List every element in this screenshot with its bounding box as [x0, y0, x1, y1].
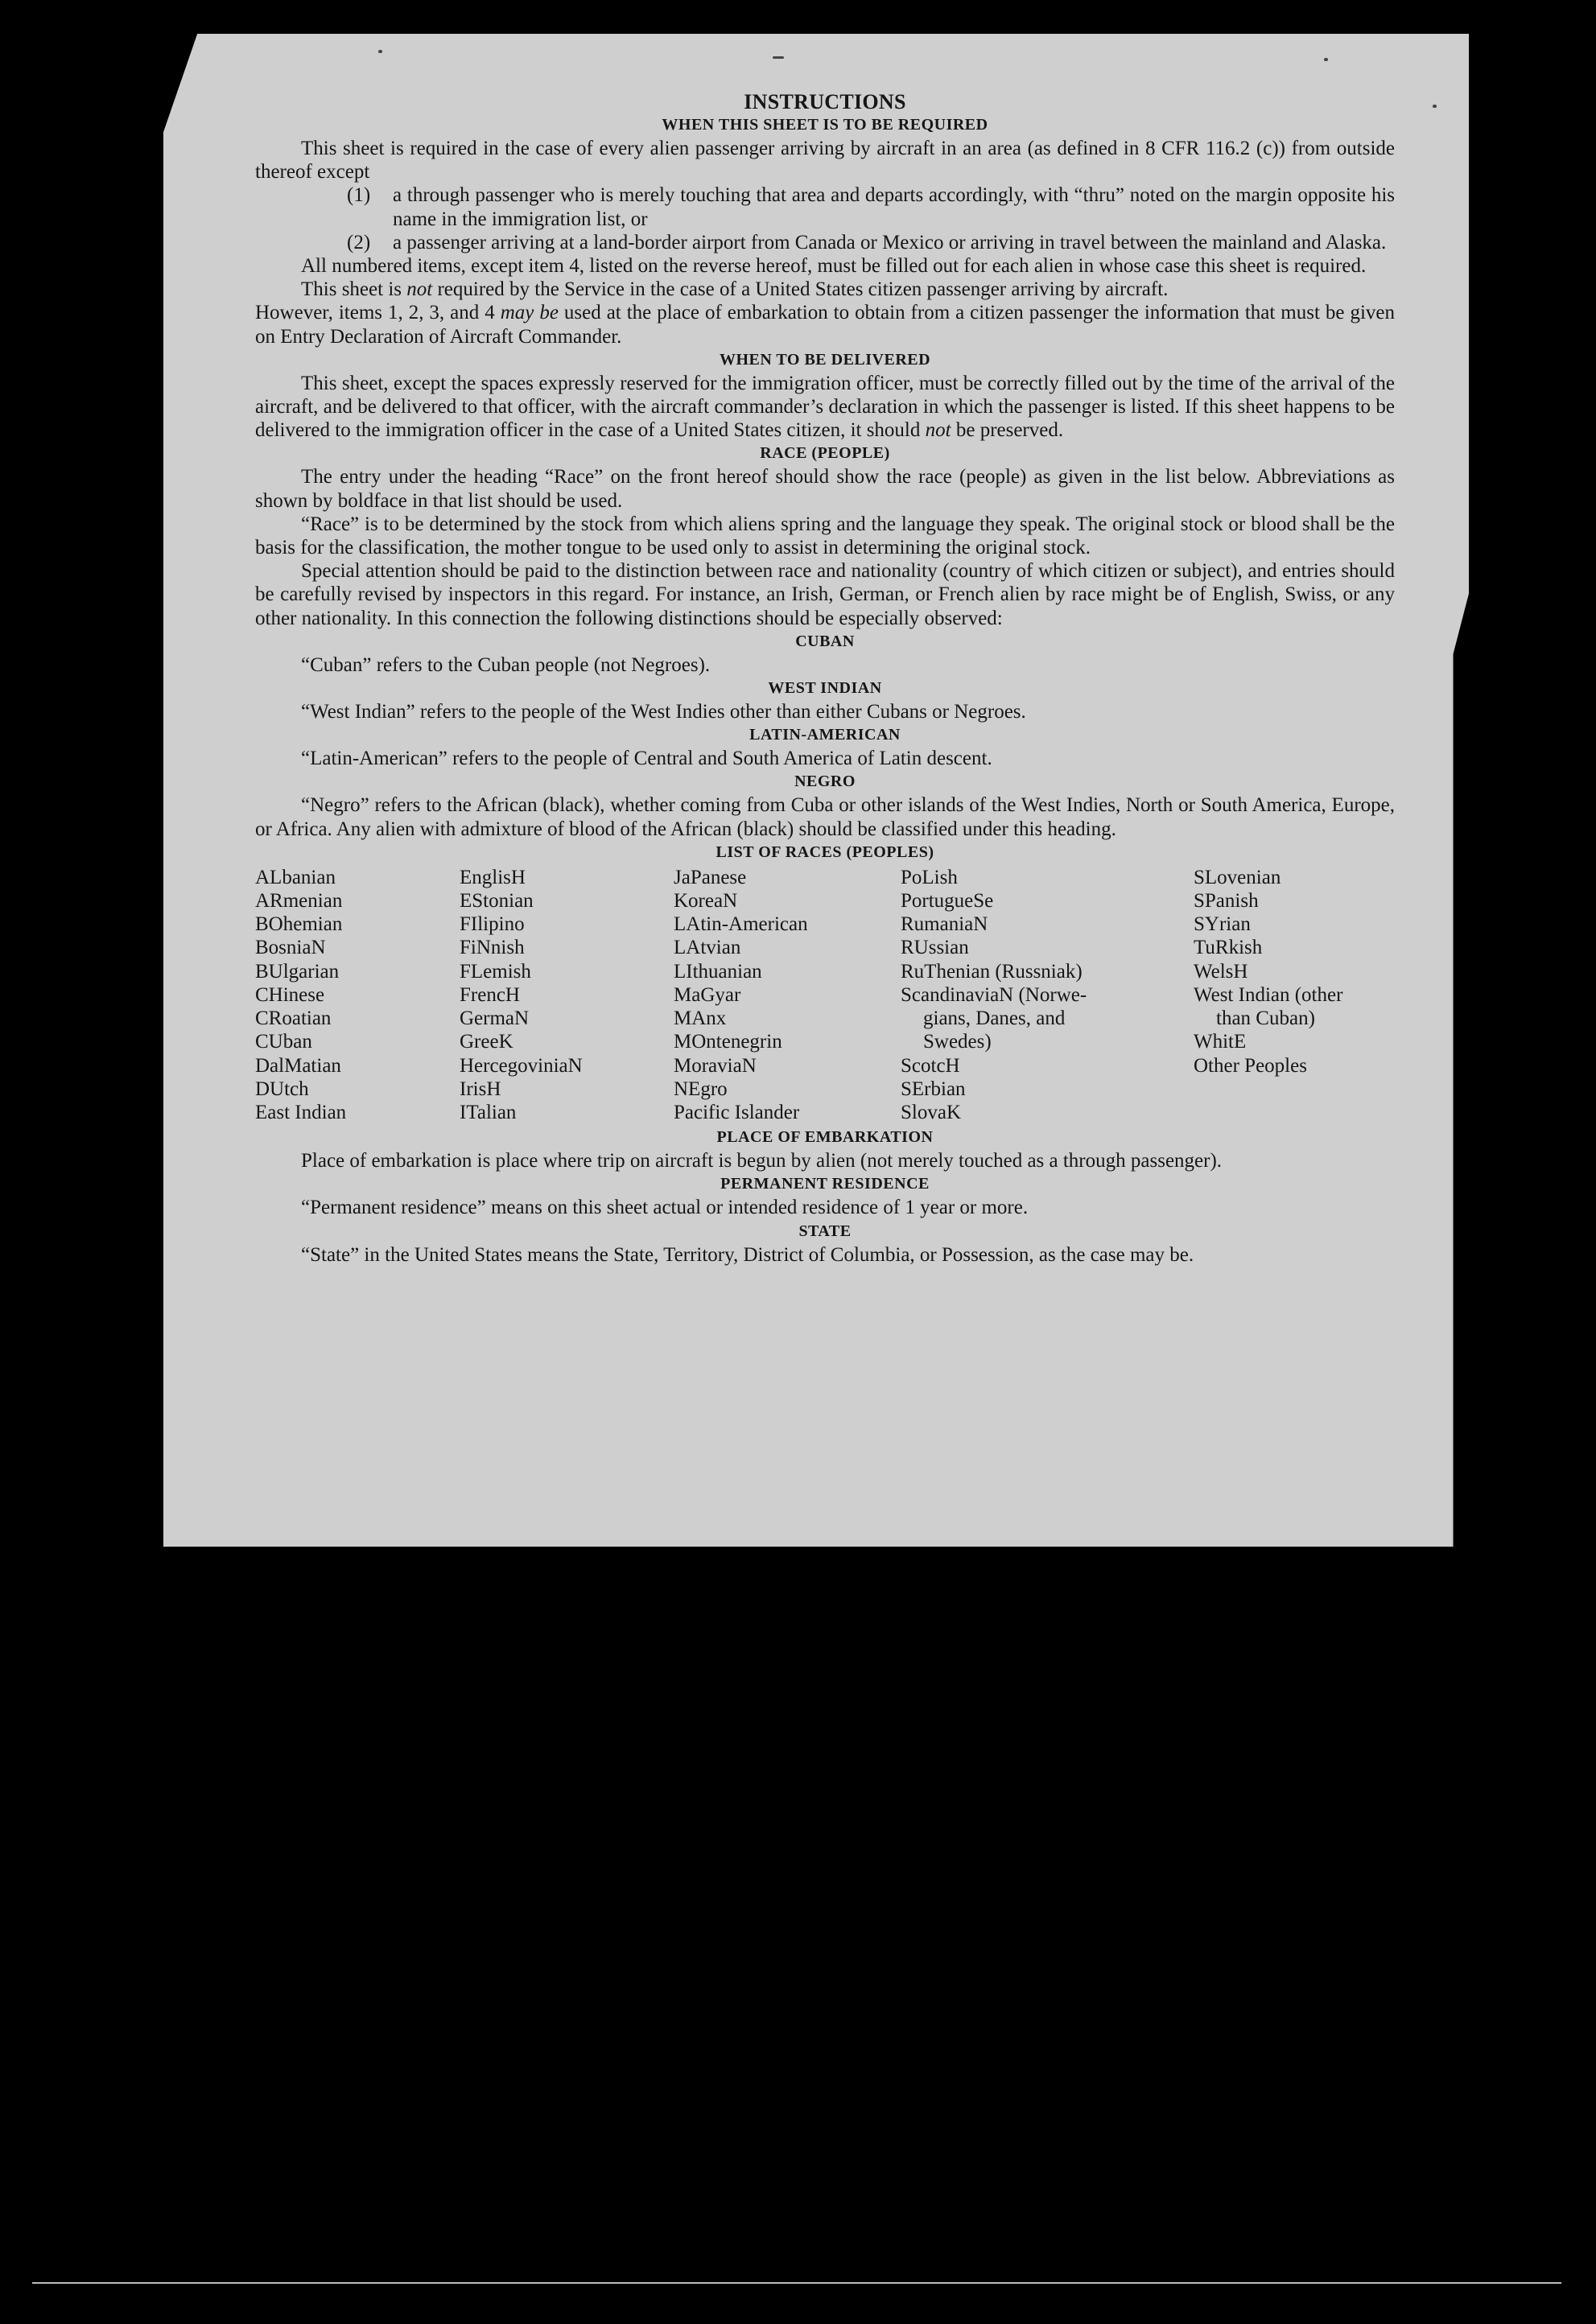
scan-speck [1324, 58, 1328, 61]
scan-speck [378, 50, 382, 53]
list-item: (2) a passenger arriving at a land-border airport from Canada or Mexico or arriving in travel between the mainland and Alaska. [347, 231, 1387, 253]
race-item: gians, Danes, and [923, 1007, 1066, 1030]
races-column [901, 866, 1194, 1124]
race-item: SlovaK [901, 1101, 961, 1123]
race-item: ALbanian [255, 866, 336, 888]
paragraph: However, items 1, 2, 3, and 4 may be used at the place of embarkation to obtain from a citizen passenger the information that must be given on Entry Declaration of Aircraft Commander. [255, 302, 1396, 348]
race-item: NEgro [674, 1078, 728, 1100]
races-column [460, 866, 674, 1124]
race-item: DalMatian [255, 1054, 341, 1077]
race-item: FIlipino [460, 913, 525, 936]
paragraph: Special attention should be paid to the distinction between race and nationality (country of which citizen or subject), and entries should be carefully revised by inspectors in this regard. For instance, an Irish, German, or French alien by race might be of English, Swiss, or any other nationality. In this connection the following distinctions should be especially observed: [255, 560, 1395, 629]
race-item: CHinese [255, 983, 325, 1006]
section-heading-state: STATE [798, 1222, 852, 1240]
races-column [255, 866, 460, 1124]
race-item: ARmenian [255, 890, 343, 913]
instructions-content [255, 90, 1395, 1267]
race-item: ScotcH [901, 1054, 960, 1077]
race-item: SLovenian [1194, 866, 1281, 888]
paragraph: All numbered items, except item 4, listed on the reverse hereof, must be filled out for each alien in whose case this sheet is required. [301, 255, 1367, 278]
race-item: GreeK [460, 1031, 513, 1053]
section-heading-latin-american: LATIN-AMERICAN [749, 726, 901, 744]
race-item: PoLish [901, 866, 958, 888]
race-item: LAtvian [674, 937, 741, 959]
paragraph: This sheet is required in the case of every alien passenger arriving by aircraft in an area (as defined in 8 CFR 116.2 (c)) from outside thereof except [255, 138, 1395, 183]
race-item: EnglisH [460, 866, 526, 888]
race-item: IrisH [460, 1078, 501, 1100]
paragraph: “West Indian” refers to the people of the West Indies other than either Cubans or Negroes. [301, 701, 1026, 723]
paragraph: This sheet is not required by the Service in the case of a United States citizen passenger arriving by aircraft. [301, 278, 1169, 301]
race-item: Pacific Islander [674, 1101, 800, 1123]
race-item: SErbian [901, 1078, 966, 1100]
race-item: SYrian [1194, 913, 1251, 936]
race-item: RumaniaN [901, 913, 988, 936]
races-column [674, 866, 901, 1124]
race-item: ScandinaviaN (Norwe- [901, 983, 1087, 1006]
race-item: RUssian [901, 937, 969, 959]
race-item: JaPanese [674, 866, 747, 888]
race-item: Other Peoples [1194, 1054, 1307, 1077]
race-item: MoraviaN [674, 1054, 757, 1077]
race-item: HercegoviniaN [460, 1054, 583, 1077]
race-item: WelsH [1194, 960, 1248, 983]
races-table [255, 866, 1395, 1124]
race-item: MaGyar [674, 983, 741, 1006]
race-item: East Indian [255, 1101, 347, 1123]
race-item: LAtin-American [674, 913, 808, 936]
race-item: FiNnish [460, 937, 525, 959]
scan-edge-line [32, 2282, 1561, 2284]
paragraph: “Race” is to be determined by the stock from which aliens spring and the language they speak. The original stock or blood shall be the basis for the classification, the mother tongue to be used only to assist in determining the original stock. [255, 513, 1395, 559]
paragraph: “Cuban” refers to the Cuban people (not Negroes). [301, 653, 711, 676]
paragraph: “Negro” refers to the African (black), whether coming from Cuba or other islands of the West Indies, North or South America, Europe, or Africa. Any alien with admixture of blood of the African (black) should be classified under this heading. [255, 794, 1395, 840]
paragraph: “Latin-American” refers to the people of Central and South America of Latin descent. [301, 748, 992, 770]
section-heading-cuban: CUBAN [795, 632, 855, 650]
paragraph: “Permanent residence” means on this sheet actual or intended residence of 1 year or more. [301, 1197, 1029, 1219]
race-item: RuThenian (Russniak) [901, 960, 1083, 983]
list-item: (1) a through passenger who is merely touching that area and departs accordingly, with “thru” noted on the margin opposite his name in the immigration list, or [347, 184, 1395, 230]
race-item: MAnx [674, 1007, 727, 1030]
section-heading-place-of-embarkation: PLACE OF EMBARKATION [716, 1128, 934, 1147]
section-heading-race: RACE (PEOPLE) [760, 444, 890, 463]
section-heading-negro: NEGRO [794, 773, 856, 791]
race-item: CRoatian [255, 1007, 332, 1030]
race-item: WhitE [1194, 1031, 1247, 1053]
race-item: Swedes) [923, 1031, 992, 1053]
race-item: MOntenegrin [674, 1031, 782, 1053]
scan-speck [1433, 105, 1437, 108]
section-heading-when-delivered: WHEN TO BE DELIVERED [719, 350, 931, 369]
paragraph: Place of embarkation is place where trip on aircraft is begun by alien (not merely touched as a through passenger). [301, 1150, 1223, 1172]
race-item: than Cuban) [1216, 1007, 1315, 1030]
paragraph: The entry under the heading “Race” on the front hereof should show the race (people) as given in the list below. Abbreviations as shown by boldface in that list should be used. [255, 466, 1395, 512]
race-item: PortugueSe [901, 890, 994, 913]
race-item: BOhemian [255, 913, 343, 936]
race-item: BosniaN [255, 937, 326, 959]
races-column [1194, 866, 1395, 1124]
race-item: BUlgarian [255, 960, 340, 983]
race-item: DUtch [255, 1078, 309, 1100]
race-item: ITalian [460, 1101, 517, 1123]
section-heading-when-required: WHEN THIS SHEET IS TO BE REQUIRED [662, 116, 988, 134]
section-heading-permanent-residence: PERMANENT RESIDENCE [720, 1175, 930, 1193]
race-item: West Indian (other [1194, 983, 1343, 1006]
race-item: GermaN [460, 1007, 530, 1030]
race-item: FrencH [460, 983, 520, 1006]
race-item: FLemish [460, 960, 531, 983]
race-item: LIthuanian [674, 960, 762, 983]
section-heading-list-of-races: LIST OF RACES (PEOPLES) [716, 843, 934, 861]
paragraph: “State” in the United States means the State, Territory, District of Columbia, or Possession, as the case may be. [301, 1243, 1194, 1266]
race-item: TuRkish [1194, 937, 1263, 959]
race-item: EStonian [460, 890, 534, 913]
scan-speck [773, 56, 784, 59]
section-heading-west-indian: WEST INDIAN [768, 679, 882, 698]
race-item: CUban [255, 1031, 312, 1053]
paragraph: This sheet, except the spaces expressly reserved for the immigration officer, must be correctly filled out by the time of the arrival of the aircraft, and be delivered to that officer, with the aircraft commander’s declaration in which the passenger is listed. If this sheet happens to be delivered to the immigration officer in the case of a United States citizen, it should not be preserved. [255, 372, 1395, 442]
document-title: INSTRUCTIONS [744, 90, 906, 113]
race-item: SPanish [1194, 890, 1259, 913]
race-item: KoreaN [674, 890, 738, 913]
